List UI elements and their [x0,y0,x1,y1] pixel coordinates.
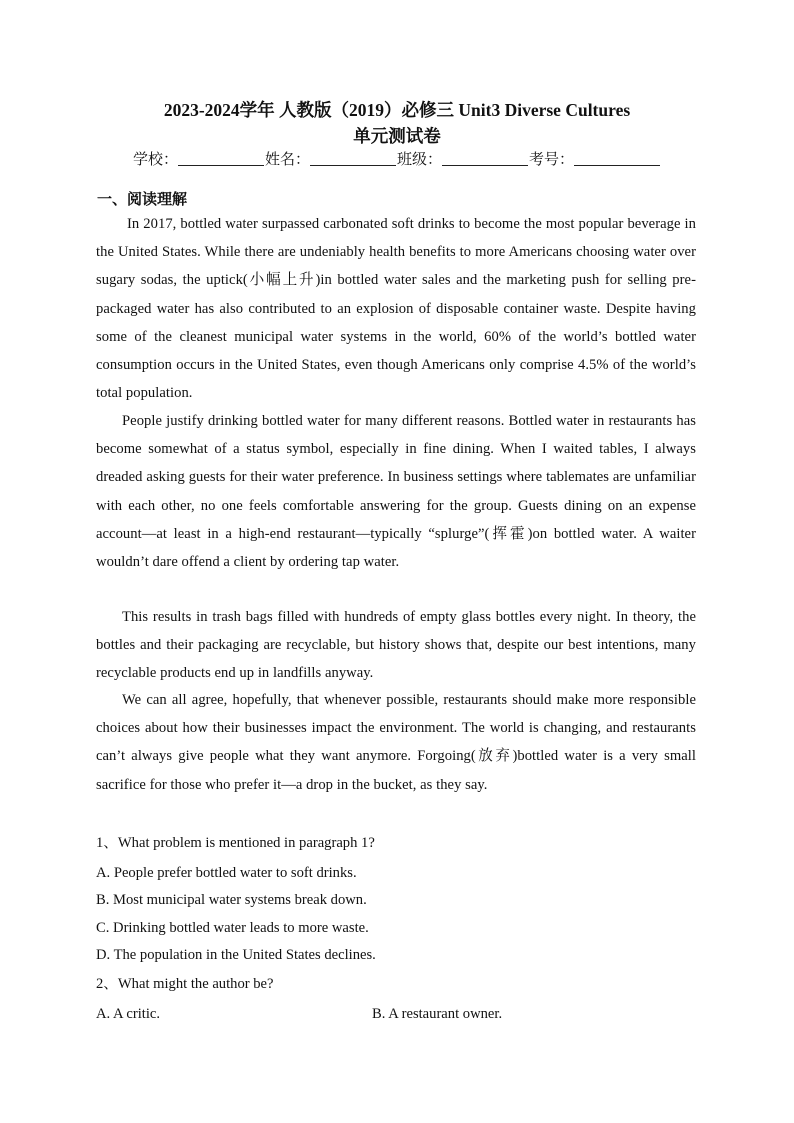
school-label: 学校： [132,152,178,168]
passage-paragraph-4: We can all agree, hopefully, that whenever possible, restaurants should make more responsible choices about how their businesses impact the environment. The world is changing, and restaurants can’t always give people what they want anymore. Forgoing(放弃)bottled water is a very small sacrifice for those who prefer it—a drop in the bucket, as they say. [96,692,696,793]
section-heading: 一、阅读理解 [97,192,188,208]
question-1-option-d: D. The population in the United States declines. [96,947,376,963]
question-1-option-b: B. Most municipal water systems break down. [96,892,367,908]
passage-paragraph-2: People justify drinking bottled water for many different reasons. Bottled water in restaurants has become somewhat of a status symbol, especially in fine dining. When I waited tables, I always dreaded asking guests for their water preference. In business settings where tablemates are unfamiliar with each other, no one feels comfortable answering for the group. Guests dining on an expense account—at least in a high-end restaurant—typically “splurge”(挥霍)on bottled water. A waiter wouldn’t dare offend a client by ordering tap water. [96,413,696,571]
school-blank [178,150,264,166]
name-label: 姓名： [264,152,310,168]
exam-subtitle: 单元测试卷 [353,126,441,146]
question-1-option-c: C. Drinking bottled water leads to more waste. [96,920,369,936]
passage-paragraph-3: This results in trash bags filled with hundreds of empty glass bottles every night. In theory, the bottles and their packaging are recyclable, but history shows that, despite our best intentions, many recyclable products end up in landfills anyway. [96,609,696,682]
question-1-stem: 1、What problem is mentioned in paragraph 1? [96,835,375,851]
student-info-row [0,149,794,171]
class-blank [442,150,528,166]
question-2-option-a: A. A critic. [96,1006,161,1022]
number-label: 考号： [529,152,575,168]
passage-paragraph-1: In 2017, bottled water surpassed carbonated soft drinks to become the most popular beverage in the United States. While there are undeniably health benefits to more Americans choosing water over sugary sodas, the uptick(小幅上升)in bottled water sales and the marketing push for selling pre-packaged water has also contributed to an explosion of disposable container waste. Despite having some of the cleanest municipal water systems in the world, 60% of the world’s bottled water consumption occurs in the United States, even though Americans only comprise 4.5% of the world’s total population. [96,216,696,402]
question-2-stem: 2、What might the author be? [96,976,274,992]
question-1-option-a: A. People prefer bottled water to soft drinks. [96,865,357,881]
exam-title: 2023-2024学年 人教版（2019）必修三 Unit3 Diverse Cultures [163,100,631,120]
name-blank [310,150,396,166]
number-blank [574,150,660,166]
question-2-option-b: B. A restaurant owner. [372,1006,503,1022]
class-label: 班级： [397,152,443,168]
